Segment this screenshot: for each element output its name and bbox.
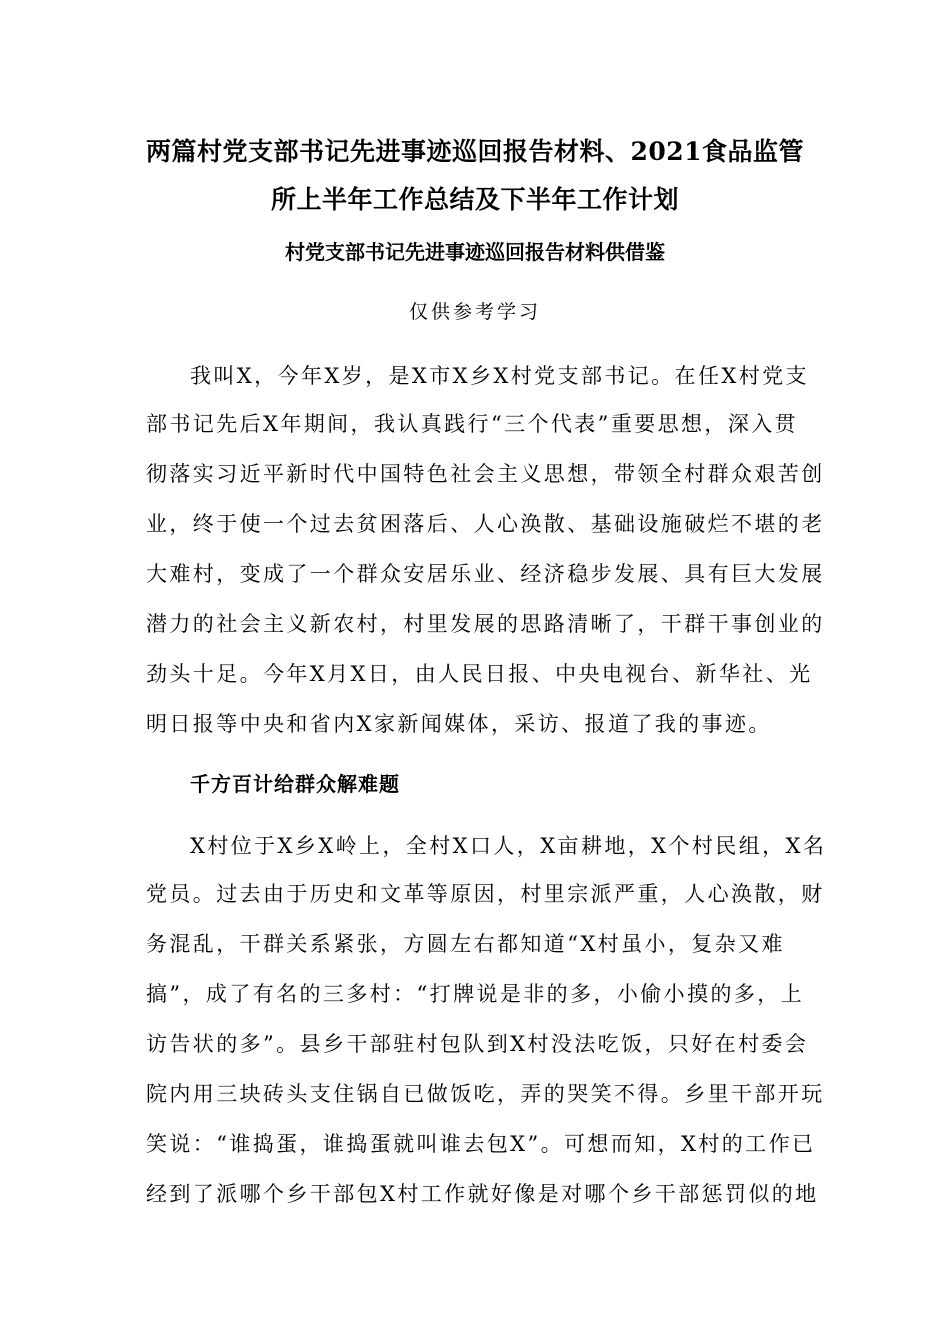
section-heading: 千方百计给群众解难题 [190,772,400,796]
paragraph-line: 务混乱，干群关系紧张，方圆左右都知道“X村虽小，复杂又难 [146,932,785,956]
paragraph-line: 搞”，成了有名的三多村：“打牌说是非的多，小偷小摸的多，上 [146,982,805,1006]
paragraph-line: 彻落实习近平新时代中国特色社会主义思想，带领全村群众艰苦创 [146,462,825,486]
document-subtitle: 村党支部书记先进事迹巡回报告材料供借鉴 [285,240,665,264]
reference-note: 仅供参考学习 [408,301,541,323]
paragraph-line: 潜力的社会主义新农村，村里发展的思路清晰了，干群干事创业的 [146,612,825,636]
paragraph-line: 部书记先后X年期间，我认真践行“三个代表”重要思想，深入贯 [146,412,799,436]
paragraph-line: 院内用三块砖头支住锅自已做饭吃，弄的哭笑不得。乡里干部开玩 [146,1082,825,1106]
document-title-line-2: 所上半年工作总结及下半年工作计划 [270,185,679,214]
paragraph-line: 劲头十足。今年X月X日，由人民日报、中央电视台、新华社、光 [146,662,813,686]
paragraph-line: 业，终于使一个过去贫困落后、人心涣散、基础设施破烂不堪的老 [146,512,825,536]
paragraph-line: 访告状的多”。县乡干部驻村包队到X村没法吃饭，只好在村委会 [146,1032,809,1056]
paragraph-line: 党员。过去由于历史和文革等原因，村里宗派严重，人心涣散，财 [146,882,825,906]
document-title-line-1: 两篇村党支部书记先进事迹巡回报告材料、2021食品监管 [145,137,805,166]
paragraph-line: 经到了派哪个乡干部包X村工作就好像是对哪个乡干部惩罚似的地 [146,1182,819,1206]
paragraph-line: 笑说：“谁捣蛋，谁捣蛋就叫谁去包X”。可想而知，X村的工作已 [146,1132,816,1156]
paragraph-line: 我叫X，今年X岁，是X市X乡X村党支部书记。在任X村党支 [190,364,809,388]
paragraph-line: 明日报等中央和省内X家新闻媒体，采访、报道了我的事迹。 [146,712,772,736]
paragraph-line: X村位于X乡X岭上，全村X口人，X亩耕地，X个村民组，X名 [190,834,827,858]
paragraph-line: 大难村，变成了一个群众安居乐业、经济稳步发展、具有巨大发展 [146,562,825,586]
